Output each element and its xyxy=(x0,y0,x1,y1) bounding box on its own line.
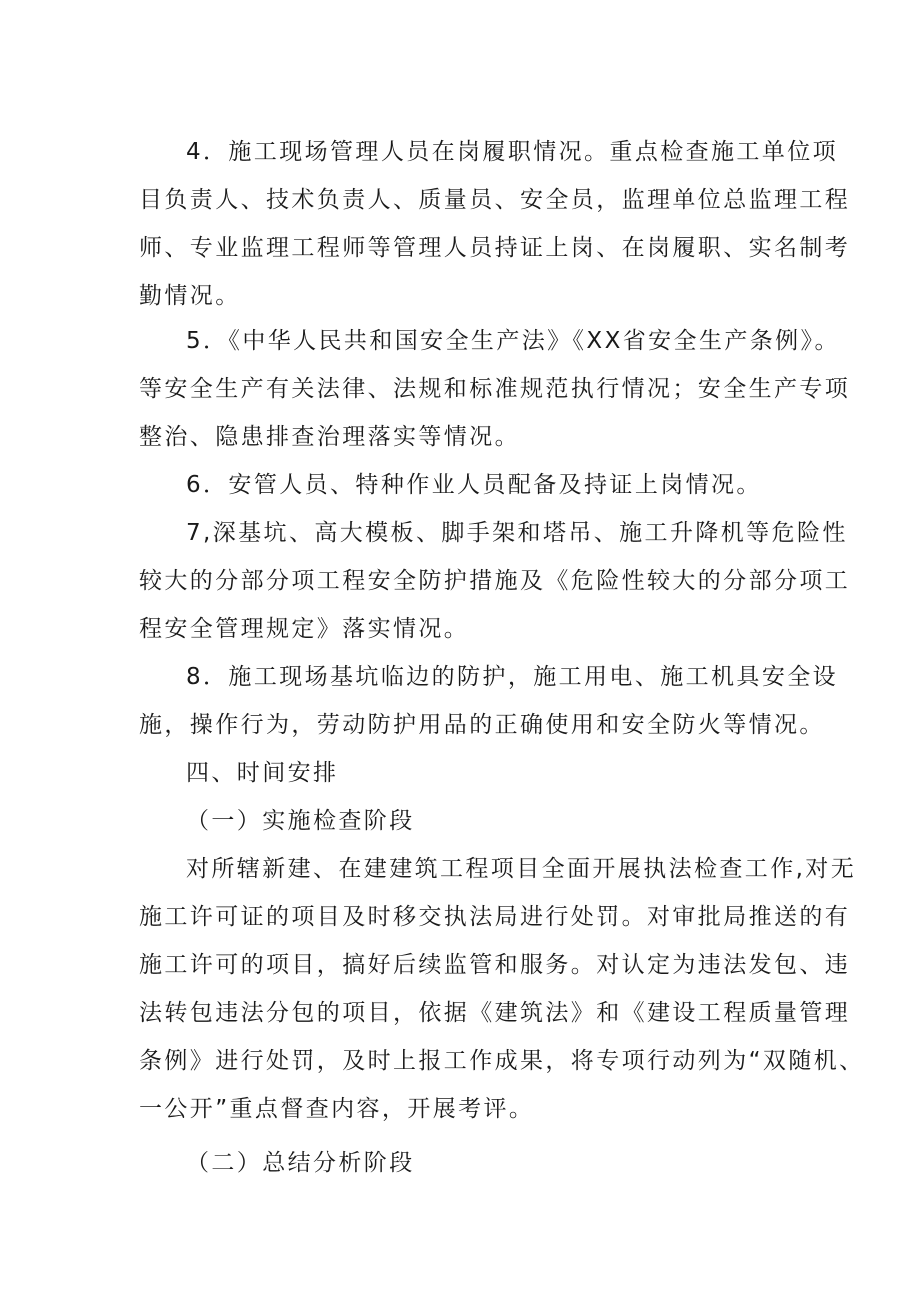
text-line: 5．《中华人民共和国安全生产法》《XX省安全生产条例》。 xyxy=(186,328,840,354)
text-line: 施工许可证的项目及时移交执法局进行处罚。对审批局推送的有 xyxy=(139,904,851,930)
subsection-heading: （一）实施检查阶段 xyxy=(186,808,415,834)
text-line: 施工许可的项目，搞好后续监管和服务。对认定为违法发包、违 xyxy=(139,952,851,978)
text-line: 目负责人、技术负责人、质量员、安全员，监理单位总监理工程 xyxy=(139,187,851,213)
text-line: 整治、隐患排查治理落实等情况。 xyxy=(139,424,520,450)
text-line: 等安全生产有关法律、法规和标准规范执行情况；安全生产专项 xyxy=(139,376,851,402)
text-line: 勤情况。 xyxy=(139,283,241,309)
text-line: 师、专业监理工程师等管理人员持证上岗、在岗履职、实名制考 xyxy=(139,235,851,261)
text-line: 6．安管人员、特种作业人员配备及持证上岗情况。 xyxy=(186,472,762,498)
text-line: 8．施工现场基坑临边的防护，施工用电、施工机具安全设 xyxy=(186,664,839,690)
text-line: 程安全管理规定》落实情况。 xyxy=(139,616,470,642)
text-line: 一公开”重点督查内容，开展考评。 xyxy=(139,1096,535,1122)
text-line: 施，操作行为，劳动防护用品的正确使用和安全防火等情况。 xyxy=(139,712,825,738)
section-heading: 四、时间安排 xyxy=(186,760,339,786)
text-line: 7,深基坑、高大模板、脚手架和塔吊、施工升降机等危险性 xyxy=(186,520,848,546)
text-line: 较大的分部分项工程安全防护措施及《危险性较大的分部分项工 xyxy=(139,568,851,594)
text-line: 法转包违法分包的项目，依据《建筑法》和《建设工程质量管理 xyxy=(139,1000,851,1026)
subsection-heading: （二）总结分析阶段 xyxy=(186,1150,415,1176)
text-line: 条例》进行处罚，及时上报工作成果，将专项行动列为“双随机、 xyxy=(139,1048,865,1074)
text-line: 4．施工现场管理人员在岗履职情况。重点检查施工单位项 xyxy=(186,139,839,165)
text-line: 对所辖新建、在建建筑工程项目全面开展执法检查工作,对无 xyxy=(186,856,857,882)
